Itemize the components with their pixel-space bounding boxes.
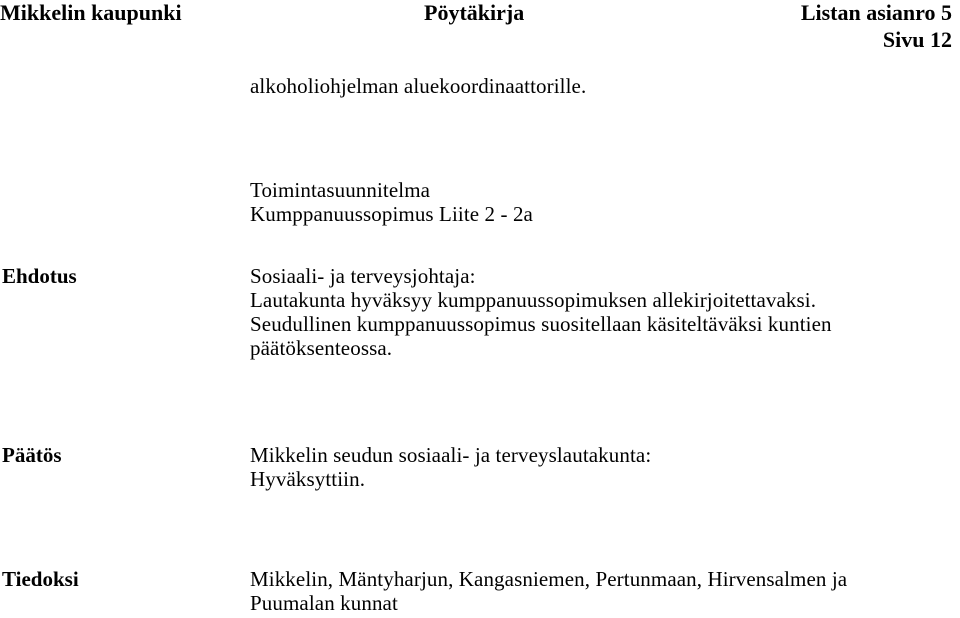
attachment-line: Kumppanuussopimus Liite 2 - 2a (250, 202, 533, 226)
notification-label: Tiedoksi (2, 567, 79, 591)
page-number: Sivu 12 (882, 27, 952, 52)
proposal-line: Lautakunta hyväksyy kumppanuussopimuksen allekirjoitettavaksi. (250, 288, 817, 312)
attachments-block (250, 178, 533, 226)
decision-label: Päätös (2, 443, 62, 467)
proposal-text (250, 264, 832, 360)
decision-text (250, 443, 651, 491)
proposal-line: Seudullinen kumppanuussopimus suositellaan käsiteltäväksi kuntien (250, 312, 832, 336)
document-type: Pöytäkirja (424, 0, 525, 25)
continuation-text: alkoholiohjelman aluekoordinaattorille. (250, 74, 587, 98)
notification-line: Mikkelin, Mäntyharjun, Kangasniemen, Pertunmaan, Hirvensalmen ja (250, 567, 848, 591)
proposal-line: päätöksenteossa. (250, 336, 393, 360)
decision-line: Hyväksyttiin. (250, 467, 366, 491)
notification-text (250, 567, 847, 615)
agenda-item-number: Listan asianro 5 (800, 0, 952, 25)
notification-line: Puumalan kunnat (250, 591, 398, 615)
organization-name: Mikkelin kaupunki (0, 0, 182, 25)
proposal-line: Sosiaali- ja terveysjohtaja: (250, 264, 476, 288)
proposal-label: Ehdotus (2, 264, 77, 288)
attachment-line: Toimintasuunnitelma (250, 178, 431, 202)
decision-line: Mikkelin seudun sosiaali- ja terveyslautakunta: (250, 443, 652, 467)
